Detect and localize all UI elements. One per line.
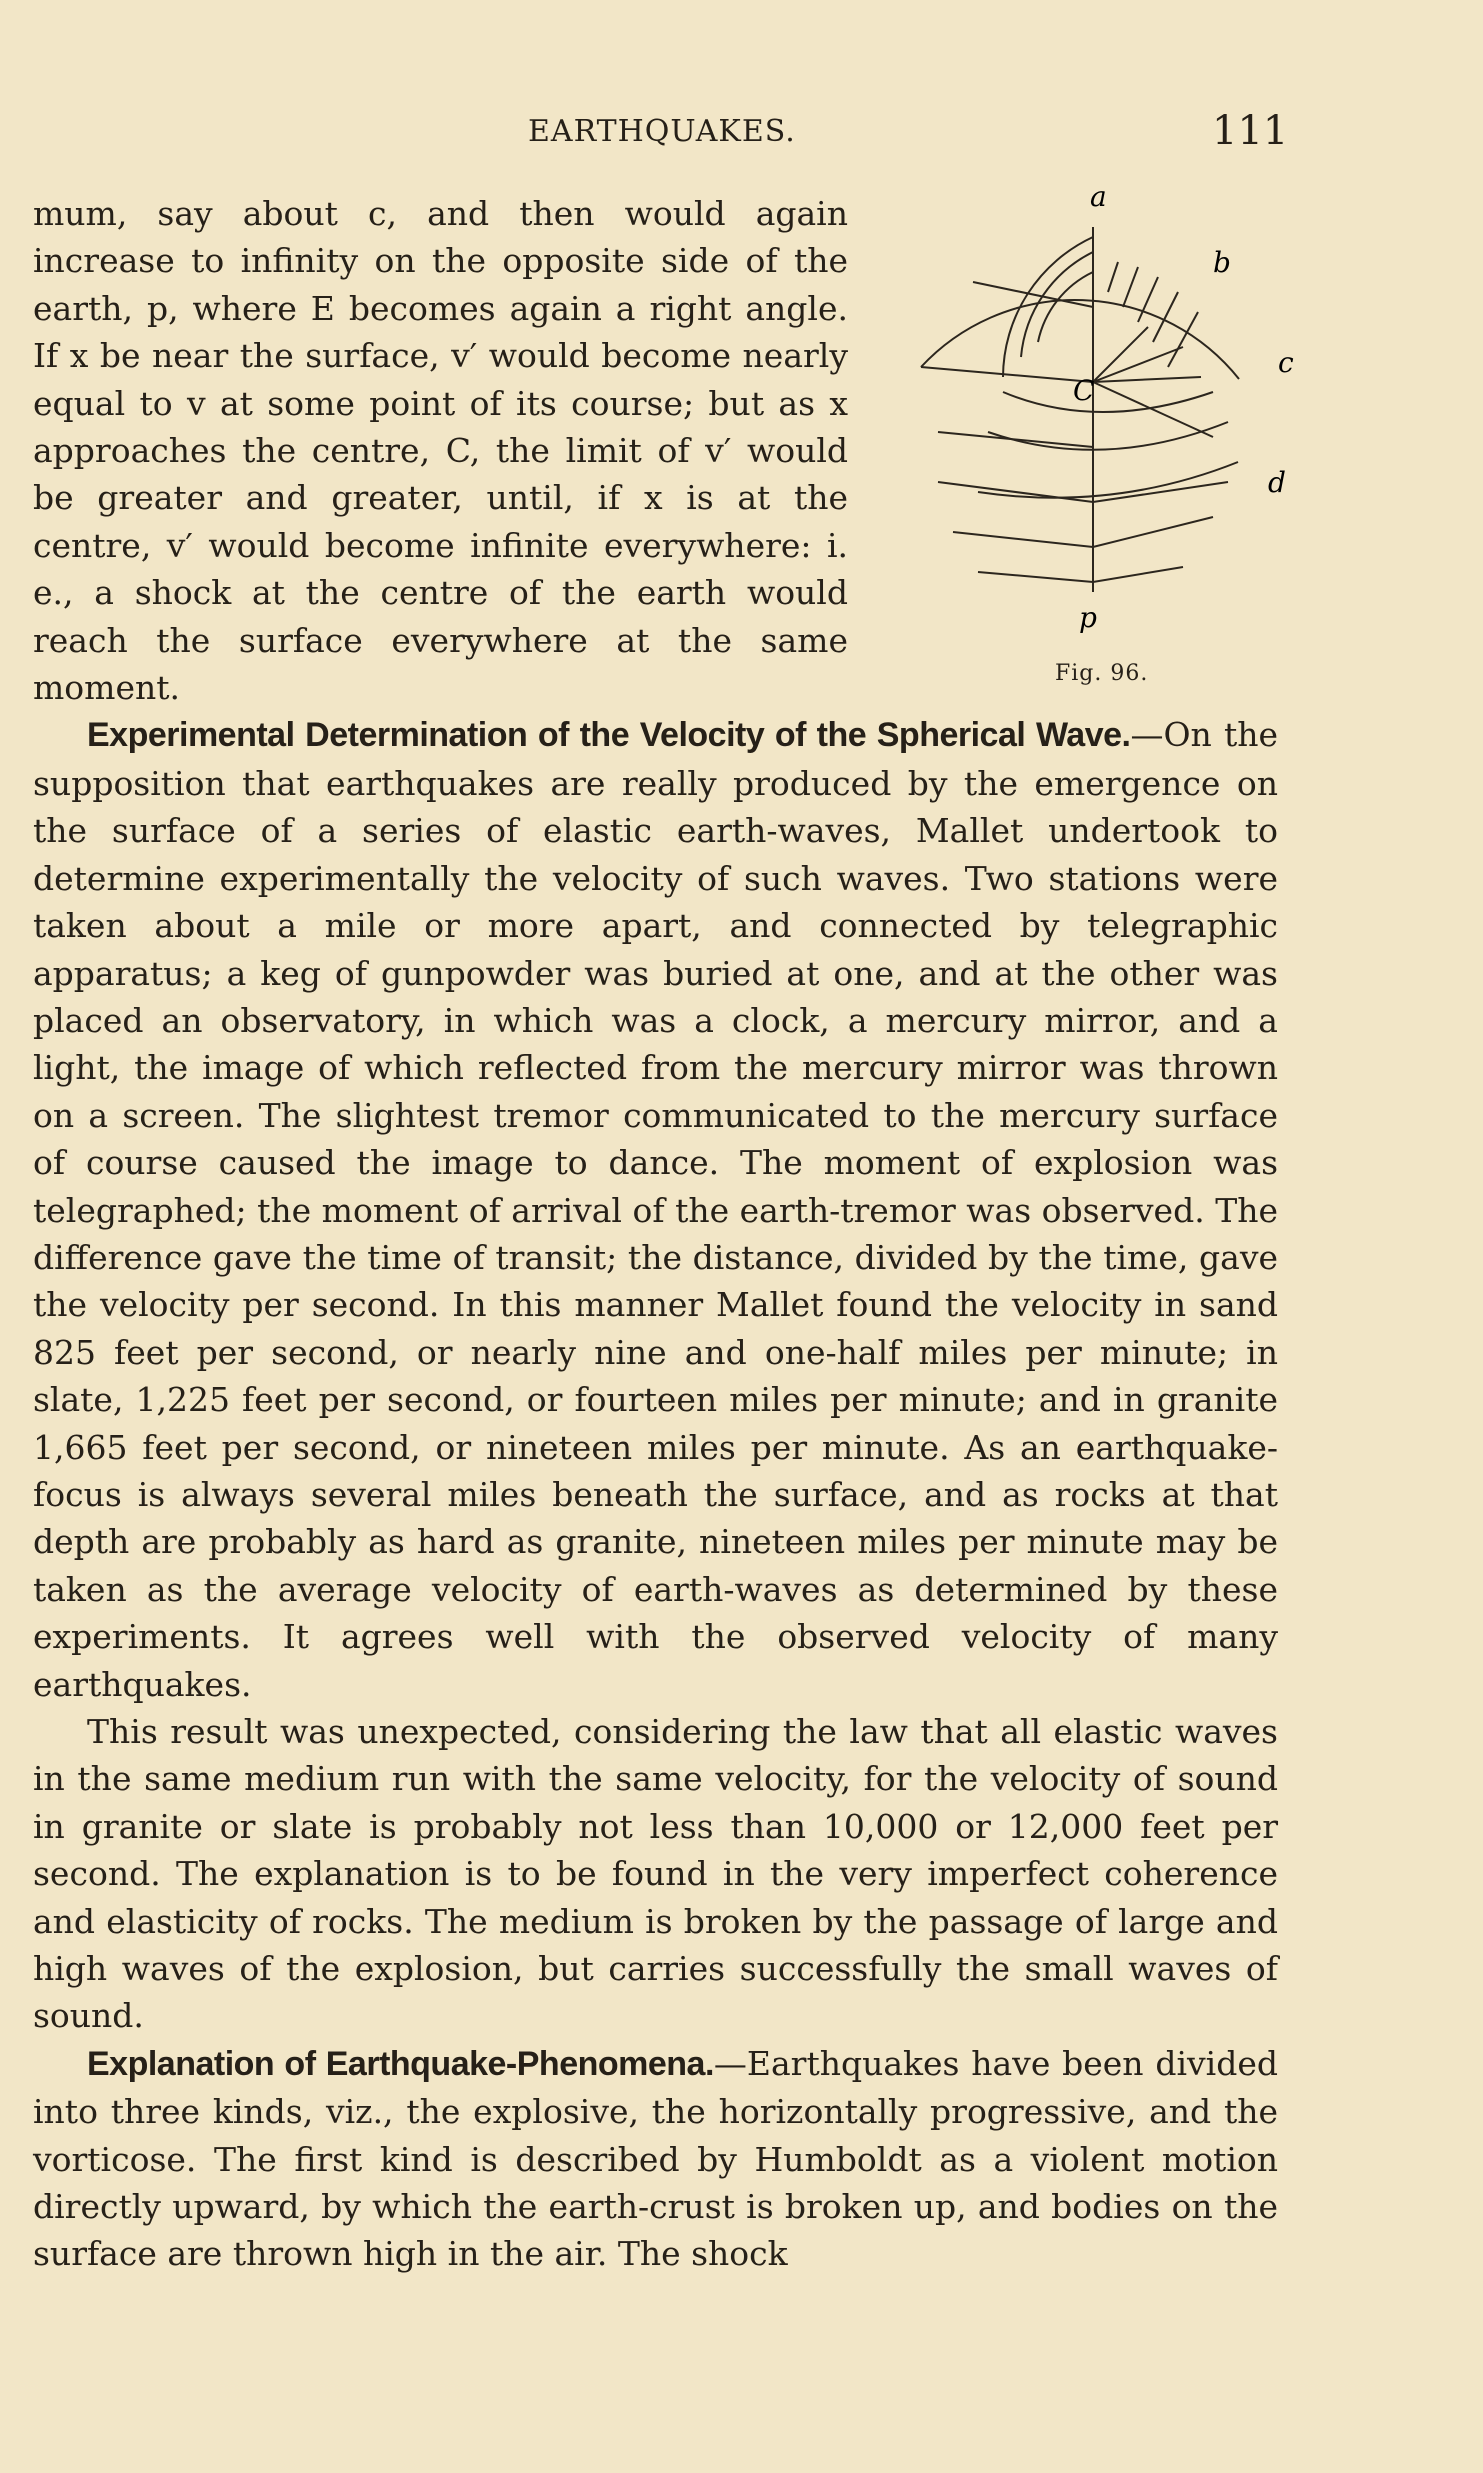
tick-line [1168, 312, 1198, 367]
wave-ray [1003, 392, 1213, 412]
lower-arc [978, 567, 1183, 582]
wave-front-arc [1038, 272, 1093, 342]
figure-caption: Fig. 96. [1055, 661, 1149, 686]
explanation-section-heading: Explanation of Earthquake-Phenomena. [87, 2044, 714, 2083]
label-b: b [1213, 246, 1231, 279]
velocity-paragraph [33, 711, 1278, 1708]
tick-line [1123, 267, 1138, 307]
label-c: c [1278, 346, 1294, 379]
label-centre: C [1073, 374, 1095, 407]
page-body [33, 182, 1294, 2278]
tick-line [1108, 262, 1118, 292]
explanation-paragraph-text: —Earthquakes have been divided into three kinds, viz., the explosive, the horizontally progressive, and the vorticose. The first kind is described by Humboldt as a violent motion directly upward, by which the earth-crust is broken up, and bodies on the surface are thrown high in the air. The shock [33, 2043, 1278, 2274]
ray-line [1093, 327, 1148, 382]
running-head: EARTHQUAKES. [528, 114, 796, 149]
label-d: d [1268, 466, 1286, 499]
label-p: p [1079, 601, 1097, 634]
wave-front-arc [1003, 237, 1093, 377]
label-a: a [1090, 182, 1107, 213]
velocity-paragraph-text: —On the supposition that earthquakes are really produced by the emergence on the surface of a series of elastic earth-waves, Mallet undertook to determine experimentally the velocity of such waves. Two stations were taken about a mile or more apart, and connected by telegraphic apparatus; a keg of gunpowder was buried at one, and at the other was placed an observatory, in which was a clock, a mercury mirror, and a light, the image of which reflected from the mercury mirror was thrown on a screen. The slightest tremor communicated to the mercury surface of course caused the image to dance. The moment of explosion was telegraphed; the moment of arrival of the earth-tremor was observed. The difference gave the time of transit; the distance, divided by the time, gave the velocity per second. In this manner Mallet found the velocity in sand 825 feet per second, or nearly nine and one-half miles per minute; in slate, 1,225 feet per second, or fourteen miles per minute; and in granite 1,665 feet per second, or nineteen miles per minute. As an earthquake-focus is always several miles beneath the surface, and as rocks at that depth are probably as hard as granite, nineteen miles per minute may be taken as the average velocity of earth-waves as determined by these experiments. It agrees well with the observed velocity of many earthquakes. [33, 715, 1278, 1704]
result-paragraph: This result was unexpected, considering the law that all elastic waves in the same medium run with the same velocity, for the velocity of sound in granite or slate is probably not less than 10,000 or 12,000 feet per second. The explanation is to be found in the very imperfect coherence and elasticity of rocks. The medium is broken by the passage of large and high waves of the explosion, but carries successfully the small waves of sound. [33, 1712, 1278, 2036]
figure-96 [883, 182, 1328, 686]
velocity-section-heading: Experimental Determination of the Velocity of the Spherical Wave. [87, 716, 1131, 755]
intro-paragraph: mum, say about c, and then would again increase to infinity on the opposite side of the earth, p, where E becomes again a right angle. If x be near the surface, v′ would become nearly equal to v at some point of its course; but as x approaches the centre, C, the limit of v′ would be greater and greater, until, if x is at the centre, v′ would become infinite everywhere: i. e., a shock at the centre of the earth would reach the surface everywhere at the same moment. [33, 194, 848, 708]
outer-sphere-arc [921, 300, 1239, 379]
horizontal-chord [921, 367, 1093, 382]
page-header [0, 108, 1483, 158]
lower-arc [953, 517, 1213, 547]
ray-line [1093, 382, 1213, 437]
ray-line [1093, 377, 1201, 382]
wave-ray [988, 422, 1228, 450]
explanation-paragraph [33, 2040, 1278, 2278]
earthquake-wave-diagram [883, 182, 1328, 652]
page-number: 111 [1212, 108, 1289, 154]
